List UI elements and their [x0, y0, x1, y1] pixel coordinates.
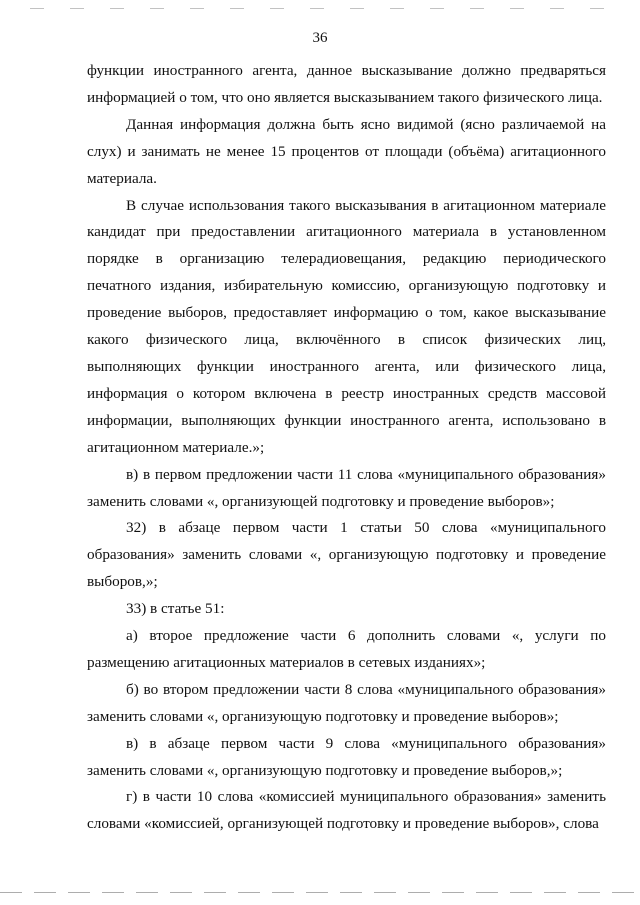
paragraph: в) в первом предложении части 11 слова «муниципального образования» заменить словами «, организующей подготовку и проведение выборов»;: [87, 465, 606, 510]
paragraph: В случае использования такого высказывания в агитационном материале кандидат при предоставлении агитационного материала в установленном порядке в организацию телерадиовещания, редакцию периодического печатного издания, избирательную комиссию, организующую подготовку и проведение выборов, предоставляет информацию о том, какое высказывание какого физического лица, включённого в список физических лиц, выполняющих функции иностранного агента, или физического лица, информация о котором включена в реестр иностранных средств массовой информации, выполняющих функции иностранного агента, использовано в агитационном материале.»;: [87, 196, 606, 456]
paragraph: 33) в статье 51:: [126, 600, 225, 618]
scan-edge-top: [30, 8, 620, 9]
document-body: [87, 58, 606, 838]
paragraph: Данная информация должна быть ясно видимой (ясно различаемой на слух) и занимать не менее 15 процентов от площади (объёма) агитационного материала.: [87, 115, 606, 187]
paragraph: функции иностранного агента, данное высказывание должно предваряться информацией о том, что оно является высказыванием такого физического лица.: [87, 62, 606, 106]
page-number: 36: [312, 30, 328, 46]
paragraph: а) второе предложение части 6 дополнить словами «, услуги по размещению агитационных материалов в сетевых изданиях»;: [87, 627, 606, 671]
paragraph: 32) в абзаце первом части 1 статьи 50 слова «муниципального образования» заменить словами «, организующую подготовку и проведение выборов,»;: [87, 519, 606, 591]
paragraph: б) во втором предложении части 8 слова «муниципального образования» заменить словами «, организующую подготовку и проведение выборов»;: [87, 680, 606, 725]
paragraph: в) в абзаце первом части 9 слова «муниципального образования» заменить словами «, организующую подготовку и проведение выборов,»;: [87, 734, 606, 779]
paragraph: г) в части 10 слова «комиссией муниципального образования» заменить словами «комиссией, организующей подготовку и проведение выборов», слова: [87, 788, 606, 833]
scan-edge-bottom: [0, 892, 640, 893]
